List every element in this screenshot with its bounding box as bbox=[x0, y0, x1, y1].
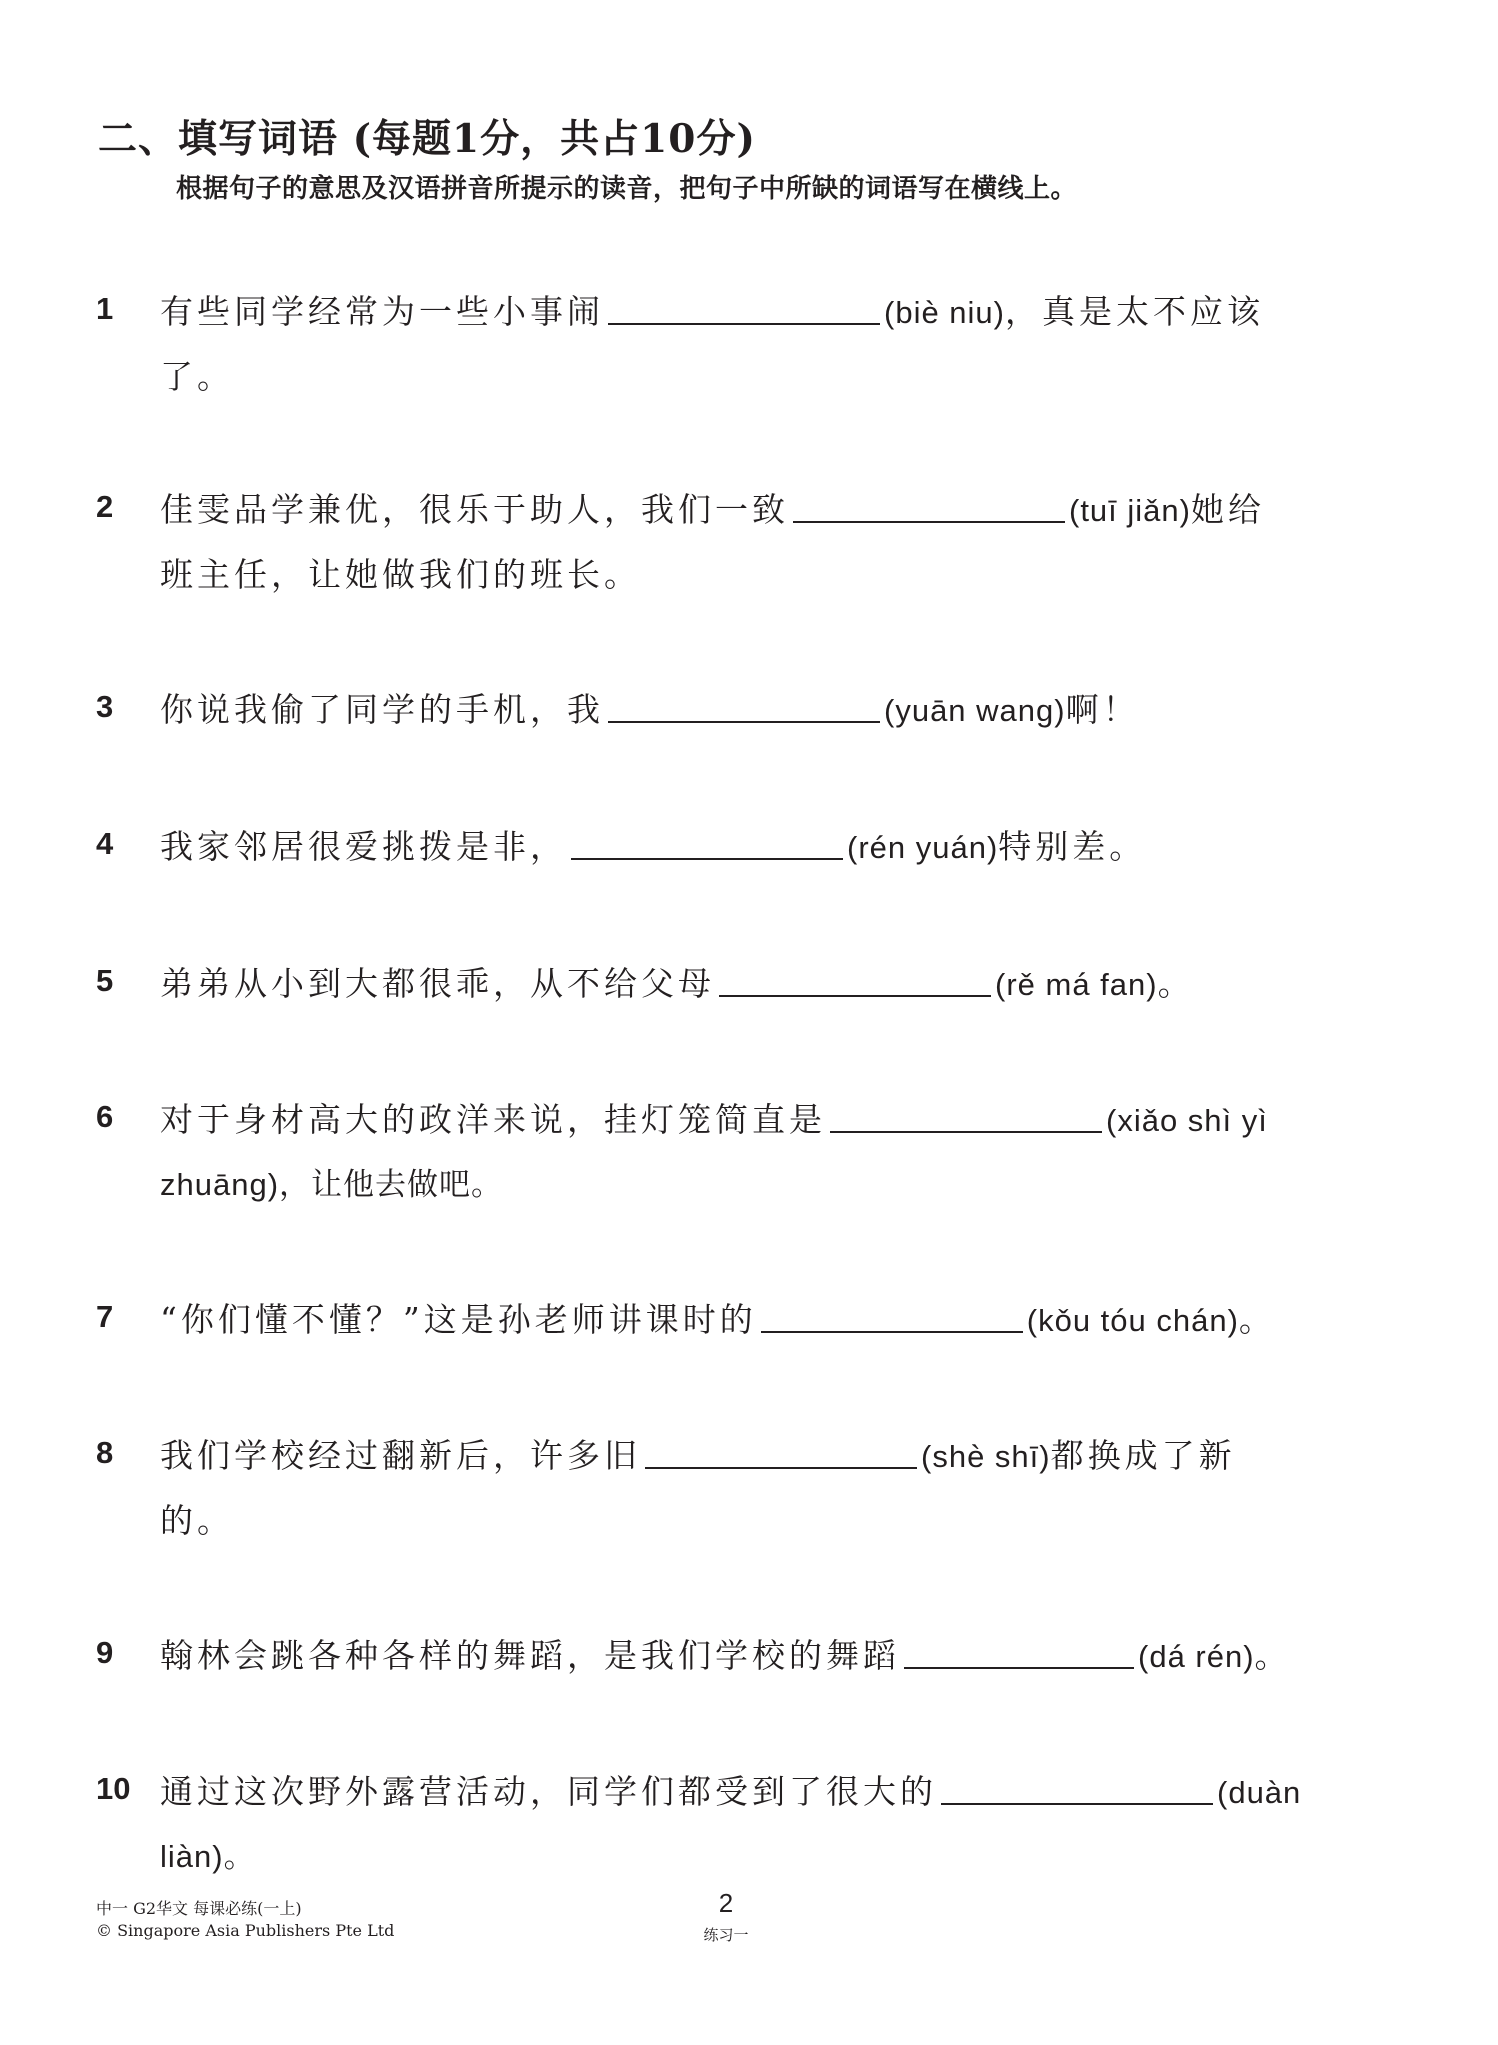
question-number: 7 bbox=[96, 1299, 114, 1334]
question-text-end: ，真是太不应该 bbox=[1005, 292, 1264, 331]
question-text-line2: 的。 bbox=[160, 1501, 234, 1540]
answer-blank[interactable] bbox=[719, 955, 991, 997]
pinyin-hint: (dá rén) bbox=[1138, 1639, 1255, 1674]
copyright: © Singapore Asia Publishers Pte Ltd bbox=[96, 1921, 395, 1940]
question-text-line2: zhuāng)，让他去做吧。 bbox=[160, 1167, 504, 1202]
question-number: 6 bbox=[96, 1099, 114, 1134]
question-text: 佳雯品学兼优，很乐于助人，我们一致 bbox=[160, 490, 789, 529]
question-text-line2: liàn)。 bbox=[160, 1839, 256, 1874]
question-text: 有些同学经常为一些小事闹 bbox=[160, 292, 604, 331]
question-number: 10 bbox=[96, 1771, 131, 1806]
question-text-end: 都换成了新 bbox=[1050, 1436, 1236, 1475]
question-text: 你说我偷了同学的手机，我 bbox=[160, 690, 604, 729]
question-number: 2 bbox=[96, 489, 114, 524]
pinyin-hint: (shè shī) bbox=[921, 1439, 1051, 1474]
answer-blank[interactable] bbox=[793, 481, 1065, 523]
question-number: 5 bbox=[96, 963, 114, 998]
page-number: 2 bbox=[718, 1888, 734, 1918]
answer-blank[interactable] bbox=[904, 1627, 1134, 1669]
answer-blank[interactable] bbox=[571, 818, 843, 860]
question-text: 我们学校经过翻新后，许多旧 bbox=[160, 1436, 641, 1475]
question-text: “你们懂不懂？”这是孙老师讲课时的 bbox=[160, 1300, 757, 1339]
pinyin-hint: (rě má fan) bbox=[995, 967, 1158, 1002]
question-text-line2: 了。 bbox=[160, 357, 234, 396]
exercise-label: 练习一 bbox=[703, 1926, 749, 1944]
question-number: 9 bbox=[96, 1635, 114, 1670]
section-title: 二、填写词语 (每题1分，共占10分) bbox=[98, 116, 756, 162]
answer-blank[interactable] bbox=[645, 1427, 917, 1469]
pinyin-hint: (rén yuán) bbox=[847, 830, 999, 865]
pinyin-hint: (kǒu tóu chán) bbox=[1026, 1303, 1239, 1338]
question-text-line2: 班主任，让她做我们的班长。 bbox=[160, 555, 641, 594]
question-text-end: 。 bbox=[1238, 1300, 1276, 1339]
pinyin-hint: (yuān wang) bbox=[884, 693, 1066, 728]
question-text-end: 。 bbox=[1254, 1636, 1292, 1675]
question-text: 我家邻居很爱挑拨是非， bbox=[160, 827, 567, 866]
section-instruction: 根据句子的意思及汉语拼音所提示的读音，把句子中所缺的词语写在横线上。 bbox=[176, 174, 1078, 204]
question-text-end: 啊！ bbox=[1065, 690, 1140, 729]
book-title: 中一 G2华文 每课必练(一上) bbox=[96, 1899, 302, 1918]
answer-blank[interactable] bbox=[608, 283, 880, 325]
question-number: 3 bbox=[96, 689, 114, 724]
question-number: 8 bbox=[96, 1435, 114, 1470]
pinyin-hint: (duàn bbox=[1217, 1775, 1302, 1810]
answer-blank[interactable] bbox=[830, 1091, 1102, 1133]
question-text-end: 。 bbox=[1157, 964, 1195, 1003]
answer-blank[interactable] bbox=[608, 681, 880, 723]
question-text: 对于身材高大的政洋来说，挂灯笼简直是 bbox=[160, 1100, 826, 1139]
question-text: 翰林会跳各种各样的舞蹈，是我们学校的舞蹈 bbox=[160, 1636, 900, 1675]
question-text-end: 特别差。 bbox=[998, 827, 1147, 866]
answer-blank[interactable] bbox=[941, 1763, 1213, 1805]
question-text: 弟弟从小到大都很乖，从不给父母 bbox=[160, 964, 715, 1003]
question-number: 1 bbox=[96, 291, 114, 326]
question-number: 4 bbox=[96, 826, 114, 861]
pinyin-hint: (biè niu) bbox=[884, 295, 1005, 330]
question-text: 通过这次野外露营活动，同学们都受到了很大的 bbox=[160, 1772, 937, 1811]
question-text-end: 她给 bbox=[1190, 490, 1265, 529]
pinyin-hint: (xiǎo shì yì bbox=[1106, 1103, 1268, 1138]
footer-book-info bbox=[96, 1898, 394, 1942]
pinyin-hint: (tuī jiǎn) bbox=[1069, 493, 1191, 528]
answer-blank[interactable] bbox=[761, 1291, 1023, 1333]
